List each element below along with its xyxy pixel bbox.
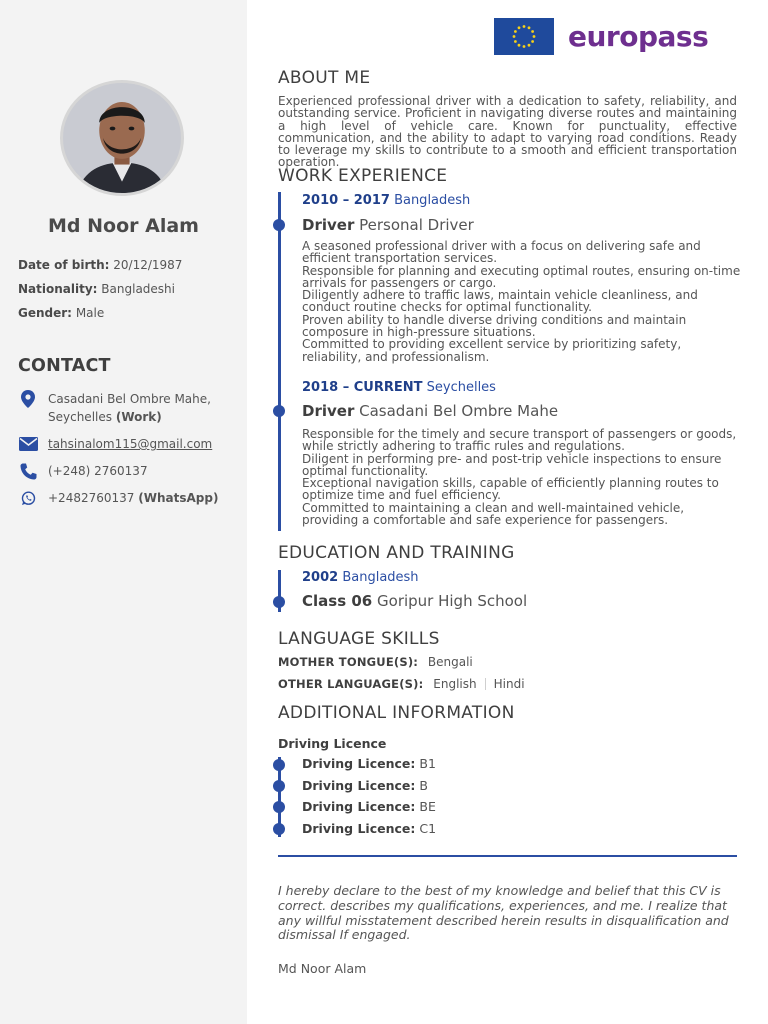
education-location: Bangladesh <box>342 570 419 585</box>
mother-tongue-row <box>278 655 473 669</box>
job-2-role <box>302 402 558 420</box>
address-tag: (Work) <box>115 410 162 424</box>
other-languages-row <box>278 677 525 691</box>
gender-label: Gender: <box>18 306 72 320</box>
dob-value: 20/12/1987 <box>113 258 183 272</box>
mother-tongue-value: Bengali <box>427 655 473 669</box>
declaration-text: I hereby declare to the best of my knowledge and belief that this CV is correct. describes my qualifications, experiences, and me. I realize that any willful misstatement described herein results in disqualification and dismissal If engaged. <box>278 883 729 943</box>
language-english: English <box>433 677 477 691</box>
additional-title: ADDITIONAL INFORMATION <box>278 703 515 723</box>
nationality-value: Bangladeshi <box>101 282 175 296</box>
gender-line <box>18 306 104 320</box>
contact-title: CONTACT <box>18 356 111 376</box>
education-entry <box>302 592 527 610</box>
contact-phone <box>18 462 148 480</box>
address-line2: Seychelles <box>48 410 112 424</box>
profile-photo <box>63 83 181 193</box>
licence-label: Driving Licence: <box>302 799 416 814</box>
timeline-dot <box>273 823 285 835</box>
licence-label: Driving Licence: <box>302 778 416 793</box>
timeline-dot <box>273 596 285 608</box>
job-2-line: Committed to maintaining a clean and well-maintained vehicle, providing a comfortable and safe experience for passengers. <box>302 500 685 528</box>
job-2-location: Seychelles <box>426 380 496 395</box>
licence-label: Driving Licence: <box>302 821 416 836</box>
licence-value: BE <box>419 799 436 814</box>
whatsapp-value[interactable]: +2482760137 <box>48 491 135 505</box>
licence-value: B1 <box>419 756 436 771</box>
dob-label: Date of birth: <box>18 258 110 272</box>
job-1-line: Responsible for planning and executing optimal routes, ensuring on-time arrivals for passengers or cargo. <box>302 263 741 290</box>
education-date <box>302 570 419 585</box>
contact-email <box>18 435 212 453</box>
job-1-description <box>302 240 742 363</box>
email-link[interactable]: tahsinalom115@gmail.com <box>48 437 213 451</box>
job-2-line: Diligent in performing pre- and post-trip vehicle inspections to ensure optimal functionality. <box>302 451 722 478</box>
phone-value[interactable]: (+248) 2760137 <box>48 464 148 478</box>
languages-title: LANGUAGE SKILLS <box>278 629 440 649</box>
language-hindi: Hindi <box>493 677 525 691</box>
phone-icon <box>18 462 38 480</box>
licence-item <box>302 778 428 793</box>
education-school: Goripur High School <box>377 592 528 610</box>
sidebar <box>0 0 247 1024</box>
job-1-dates: 2010 – 2017 <box>302 193 390 208</box>
job-2-date <box>302 380 496 395</box>
job-1-date <box>302 193 470 208</box>
timeline-dot <box>273 759 285 771</box>
job-1-line: Diligently adhere to traffic laws, maintain vehicle cleanliness, and conduct routine checks for optimal functionality. <box>302 288 698 315</box>
divider <box>485 678 486 690</box>
education-degree: Class 06 <box>302 592 373 610</box>
nationality-line <box>18 282 175 296</box>
about-text: Experienced professional driver with a dedication to safety, reliability, and outstanding service. Proficient in navigating diverse routes and maintaining a high level of vehicle care. Known for punctuality, effective communication, and the ability to adapt to varying road conditions. Ready to leverage my skills to contribute to a smooth and efficient transportation operation. <box>278 94 737 170</box>
job-1-line: A seasoned professional driver with a focus on delivering safe and efficient transportation services. <box>302 239 701 266</box>
licence-label: Driving Licence: <box>302 756 416 771</box>
eu-flag-icon <box>494 18 554 55</box>
mother-tongue-label: MOTHER TONGUE(S): <box>278 655 419 669</box>
job-1-location: Bangladesh <box>394 193 471 208</box>
education-year: 2002 <box>302 570 339 585</box>
job-2-description <box>302 428 742 526</box>
job-2-dates: 2018 – CURRENT <box>302 380 423 395</box>
nationality-label: Nationality: <box>18 282 98 296</box>
job-1-employer: Personal Driver <box>359 216 474 234</box>
whatsapp-icon <box>18 489 38 507</box>
whatsapp-tag: (WhatsApp) <box>138 491 219 505</box>
timeline-dot <box>273 780 285 792</box>
job-2-title: Driver <box>302 402 355 420</box>
person-name: Md Noor Alam <box>48 215 199 237</box>
job-1-title: Driver <box>302 216 355 234</box>
avatar <box>60 80 184 196</box>
driving-licence-heading: Driving Licence <box>278 736 387 751</box>
map-pin-icon <box>18 390 38 408</box>
dob-line <box>18 258 182 272</box>
contact-whatsapp <box>18 489 218 507</box>
work-title: WORK EXPERIENCE <box>278 166 448 186</box>
job-2-line: Exceptional navigation skills, capable of efficiently planning routes to optimize time and fuel efficiency. <box>302 476 719 503</box>
job-1-line: Proven ability to handle diverse driving conditions and maintain composure in high-pressure situations. <box>302 312 687 340</box>
work-timeline <box>278 192 281 531</box>
contact-address <box>18 390 211 426</box>
licence-item <box>302 821 436 836</box>
licence-value: B <box>419 778 428 793</box>
job-2-line: Responsible for the timely and secure transport of passengers or goods, while strictly adhering to traffic rules and regulations. <box>302 427 737 454</box>
timeline-dot <box>273 801 285 813</box>
address-line1: Casadani Bel Ombre Mahe, <box>48 392 211 406</box>
about-title: ABOUT ME <box>278 68 371 88</box>
divider <box>278 855 737 857</box>
job-1-line: Committed to providing excellent service by prioritizing safety, reliability, and professionalism. <box>302 337 682 364</box>
gender-value: Male <box>75 306 105 320</box>
timeline-dot <box>273 405 285 417</box>
licence-item <box>302 756 436 771</box>
signature-name: Md Noor Alam <box>278 961 367 976</box>
job-2-employer: Casadani Bel Ombre Mahe <box>359 402 559 420</box>
other-languages-label: OTHER LANGUAGE(S): <box>278 677 424 691</box>
licence-item <box>302 799 436 814</box>
licence-value: C1 <box>419 821 437 836</box>
envelope-icon <box>18 435 38 453</box>
education-title: EDUCATION AND TRAINING <box>278 543 515 563</box>
europass-logo <box>494 18 708 55</box>
logo-text: europass <box>568 20 709 53</box>
job-1-role <box>302 216 474 234</box>
timeline-dot <box>273 219 285 231</box>
